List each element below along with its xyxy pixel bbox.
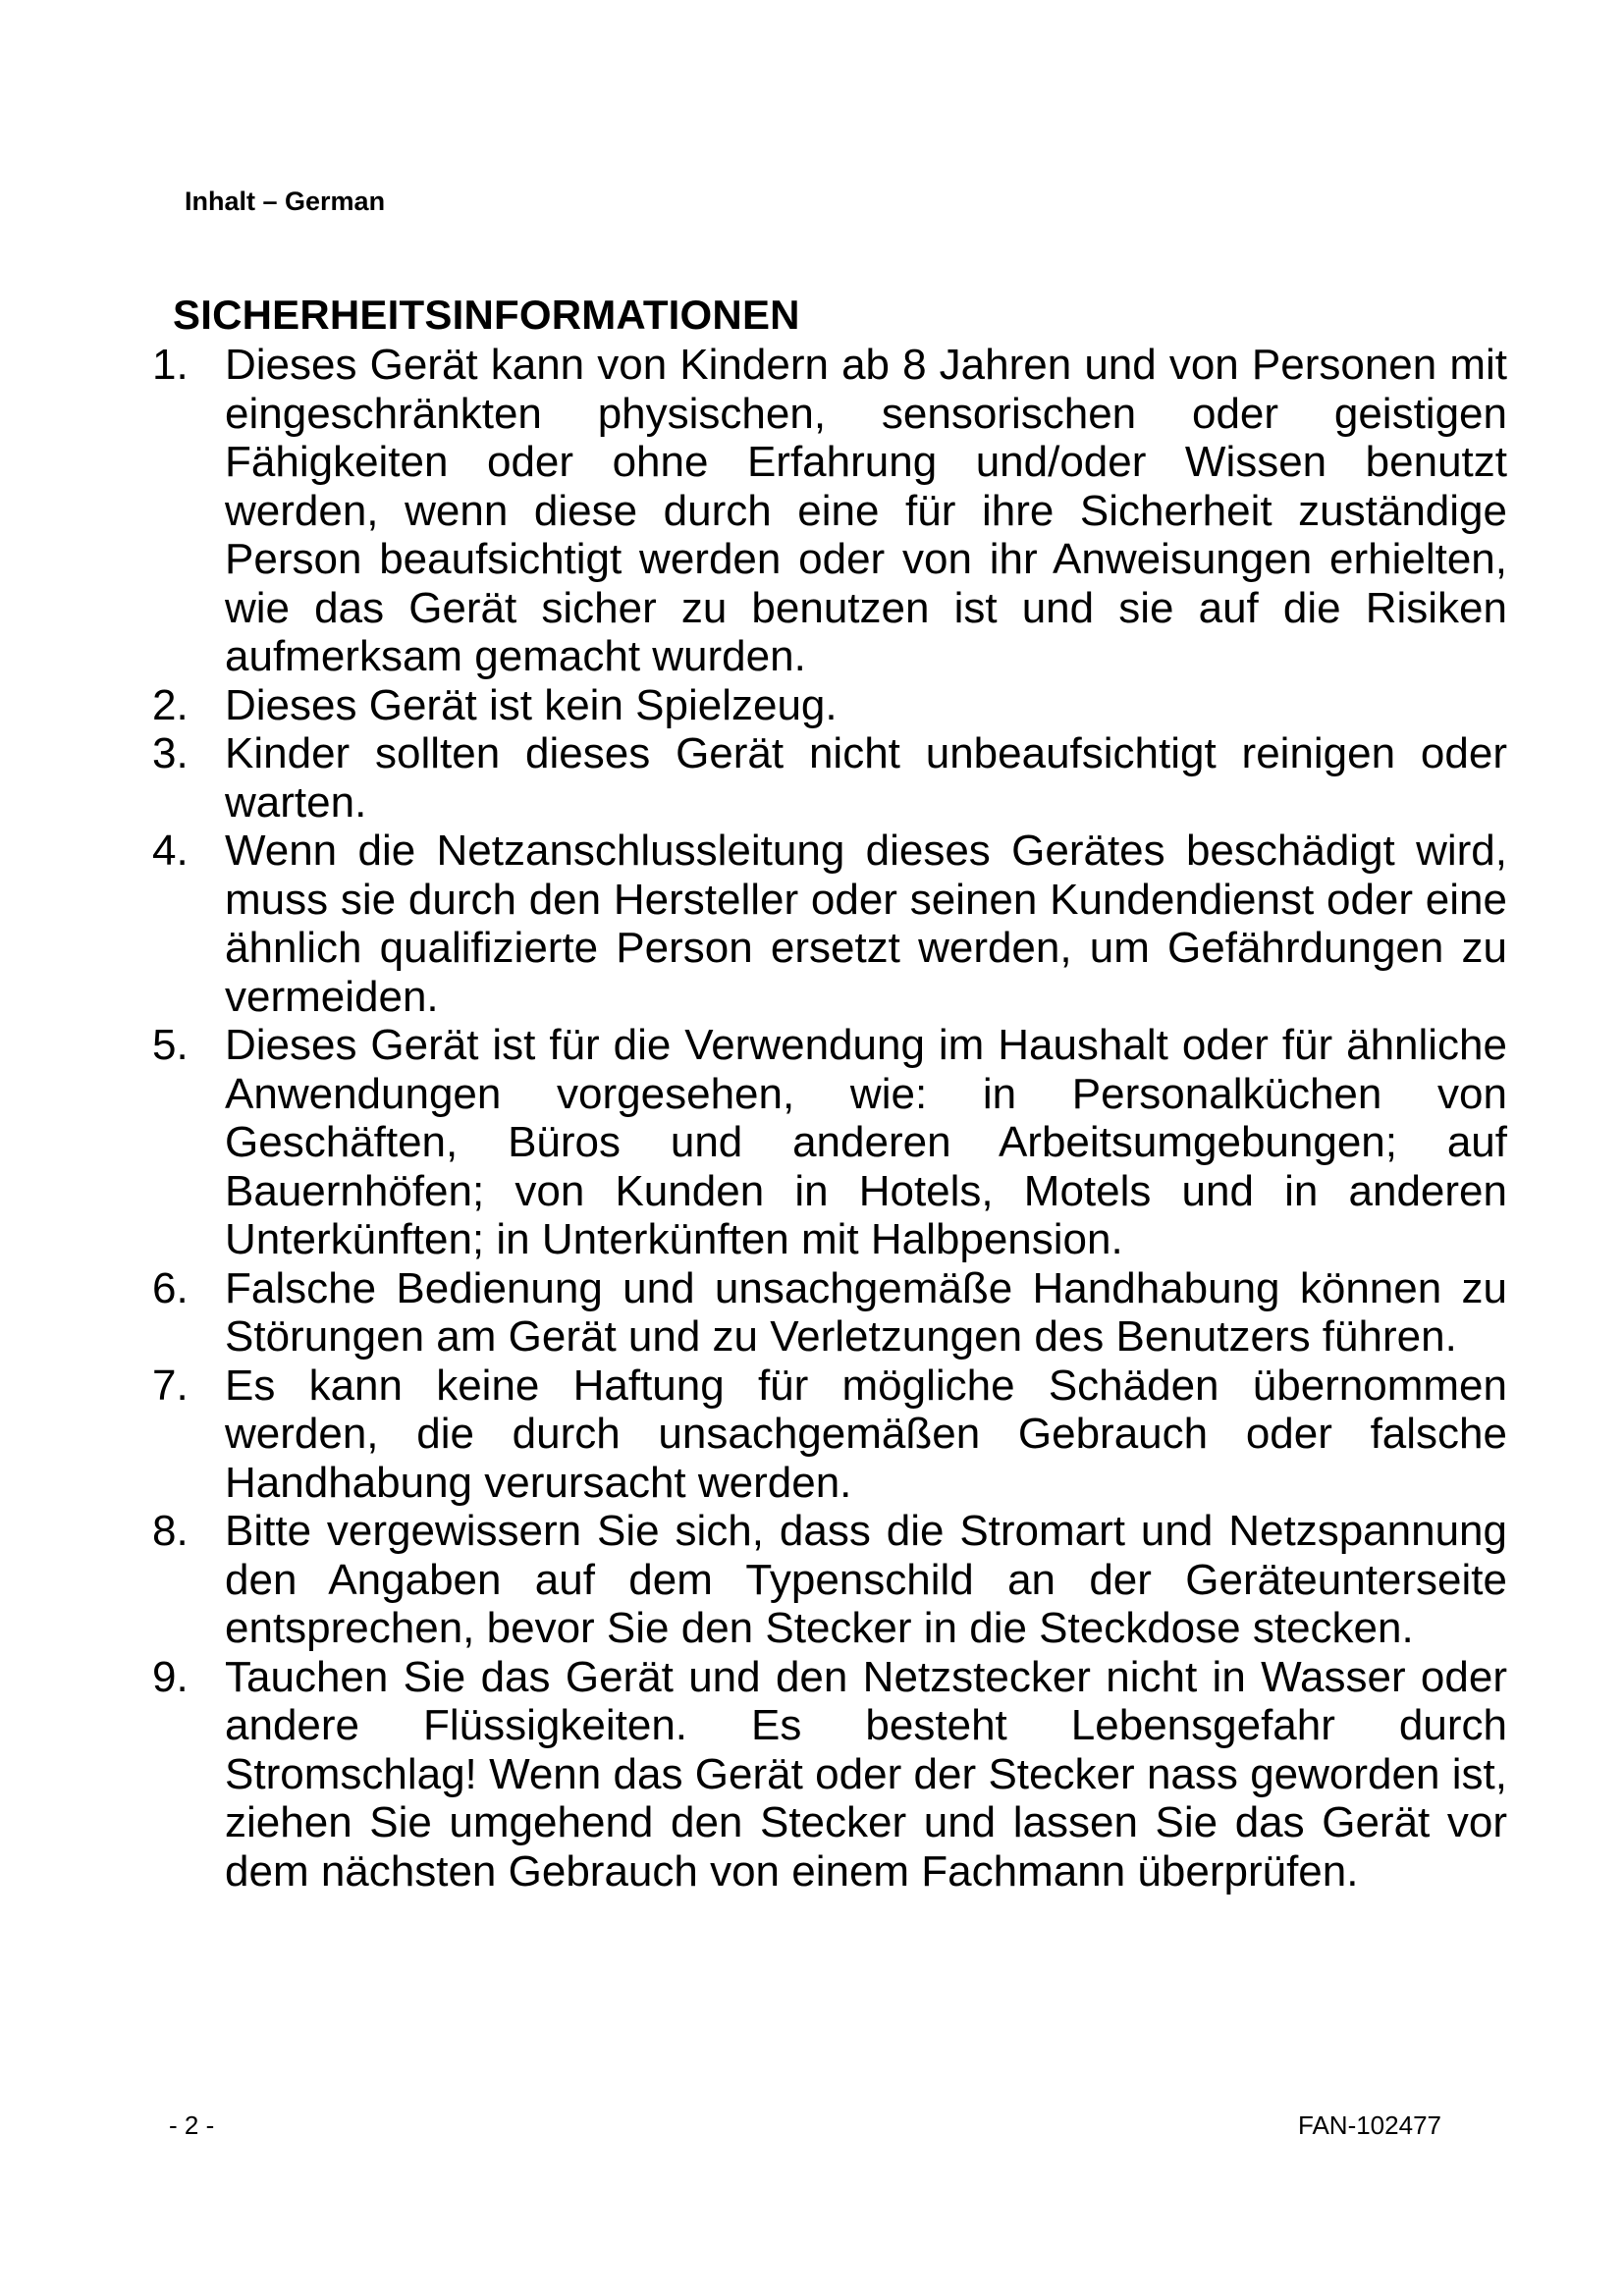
item-number: 8. xyxy=(152,1507,189,1555)
document-code: FAN-102477 xyxy=(1298,2110,1441,2140)
item-text: Es kann keine Haftung für mögliche Schäden übernommen werden, die durch unsachgemäßen Gebrauch oder falsche Handhabung verursacht werden. xyxy=(225,1361,1507,1507)
safety-item-4 xyxy=(152,827,1507,1021)
page-header: Inhalt – German xyxy=(185,187,386,216)
item-number: 3. xyxy=(152,729,189,777)
item-text: Tauchen Sie das Gerät und den Netzstecker nicht in Wasser oder andere Flüssigkeiten. Es besteht Lebensgefahr durch Stromschlag! Wenn das Gerät oder der Stecker nass geworden ist, ziehen Sie umgehend den Stecker und lassen Sie das Gerät vor dem nächsten Gebrauch von einem Fachmann überprüfen. xyxy=(225,1652,1507,1896)
safety-item-3 xyxy=(152,729,1507,827)
safety-item-8 xyxy=(152,1507,1507,1653)
section-title: SICHERHEITSINFORMATIONEN xyxy=(173,292,800,338)
item-text: Dieses Gerät ist für die Verwendung im Haushalt oder für ähnliche Anwendungen vorgesehen, wie: in Personalküchen von Geschäften, Büros und anderen Arbeitsumgebungen; auf Bauernhöfen; von Kunden in Hotels, Motels und in anderen Unterkünften; in Unterkünften mit Halbpension. xyxy=(225,1021,1507,1263)
safety-instructions-list xyxy=(152,341,1507,1896)
safety-item-1 xyxy=(152,341,1507,681)
item-number: 1. xyxy=(152,341,189,389)
safety-item-6 xyxy=(152,1264,1507,1362)
item-number: 9. xyxy=(152,1652,189,1701)
page-number: - 2 - xyxy=(169,2110,215,2140)
item-text: Bitte vergewissern Sie sich, dass die Stromart und Netzspannung den Angaben auf dem Typenschild an der Geräteunterseite entsprechen, bevor Sie den Stecker in die Steckdose stecken. xyxy=(225,1507,1507,1652)
item-text: Kinder sollten dieses Gerät nicht unbeaufsichtigt reinigen oder warten. xyxy=(225,729,1507,827)
safety-item-9 xyxy=(152,1653,1507,1896)
item-number: 5. xyxy=(152,1021,189,1069)
item-number: 2. xyxy=(152,680,189,729)
item-text: Dieses Gerät kann von Kindern ab 8 Jahren und von Personen mit eingeschränkten physischen, sensorischen oder geistigen Fähigkeiten oder ohne Erfahrung und/oder Wissen benutzt werden, wenn diese durch eine für ihre Sicherheit zuständige Person beaufsichtigt werden oder von ihr Anweisungen erhielten, wie das Gerät sicher zu benutzen ist und sie auf die Risiken aufmerksam gemacht wurden. xyxy=(225,341,1507,680)
safety-item-5 xyxy=(152,1021,1507,1264)
item-text: Wenn die Netzanschlussleitung dieses Gerätes beschädigt wird, muss sie durch den Hersteller oder seinen Kundendienst oder eine ähnlich qualifizierte Person ersetzt werden, um Gefährdungen zu vermeiden. xyxy=(225,827,1507,1021)
item-number: 4. xyxy=(152,827,189,875)
item-number: 6. xyxy=(152,1263,189,1312)
item-number: 7. xyxy=(152,1361,189,1410)
safety-item-7 xyxy=(152,1362,1507,1508)
item-text: Dieses Gerät ist kein Spielzeug. xyxy=(225,680,838,729)
item-text: Falsche Bedienung und unsachgemäße Handhabung können zu Störungen am Gerät und zu Verletzungen des Benutzers führen. xyxy=(225,1263,1507,1361)
safety-item-2 xyxy=(152,681,1507,730)
